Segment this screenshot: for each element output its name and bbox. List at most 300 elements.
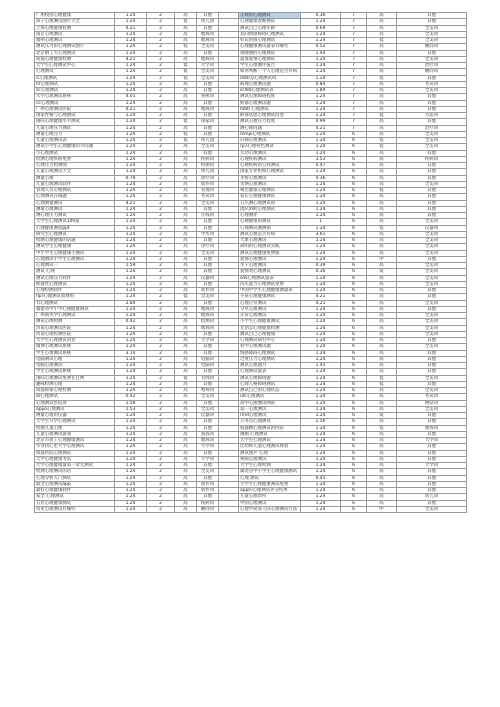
table-cell: 高	[175, 206, 197, 212]
table-cell: 高	[175, 406, 197, 412]
table-cell: 7	[341, 19, 367, 25]
table-cell: 2	[147, 381, 175, 387]
table-cell: 其他	[397, 213, 467, 219]
table-cell: 高	[175, 263, 197, 269]
table-cell: 其他	[397, 444, 467, 450]
table-cell: 高	[367, 481, 397, 487]
table-cell: 国际心理健康水平测试	[35, 119, 115, 125]
table-cell: 高	[367, 369, 397, 375]
table-cell: 大学生心理测试	[239, 438, 301, 444]
table-cell: 低	[175, 138, 197, 144]
table-cell: 低	[175, 44, 197, 50]
table-cell: 1.24	[301, 369, 341, 375]
table-cell: 1.24	[301, 250, 341, 256]
table-cell: 6	[341, 300, 367, 306]
table-cell: 7	[341, 106, 367, 112]
table-cell: 检测心理疾病免费	[35, 156, 115, 162]
table-cell: 2	[147, 406, 175, 412]
table-cell: 1.24	[115, 431, 147, 437]
table-cell: 国家词	[197, 119, 219, 125]
table-cell: 0.69	[301, 25, 341, 31]
table-cell: 其他	[197, 400, 219, 406]
table-cell: 1.24	[301, 150, 341, 156]
table-cell: 高	[175, 88, 197, 94]
table-cell: 1.24	[301, 375, 341, 381]
table-cell: 其他	[197, 263, 219, 269]
table-cell: 心理测试在线题	[35, 194, 115, 200]
table-cell: 测试心理是否有病	[239, 231, 301, 237]
table-cell: 1.24	[301, 256, 341, 262]
table-cell: 软件词	[197, 181, 219, 187]
table-cell: 心理测试量表	[239, 369, 301, 375]
table-cell: 1.24	[301, 194, 341, 200]
table-cell: 1.24	[115, 413, 147, 419]
table-cell: 1.24	[115, 13, 147, 19]
table-cell: 6	[341, 381, 367, 387]
table-cell: 全美词	[397, 231, 467, 237]
table-cell: 高	[175, 256, 197, 262]
table-cell: 6	[341, 425, 367, 431]
table-cell: 6	[341, 188, 367, 194]
table-cell: 1.24	[115, 500, 147, 506]
table-cell: 2	[147, 294, 175, 300]
table-cell: 1.24	[301, 200, 341, 206]
table-cell: 6	[341, 469, 367, 475]
table-cell: 抗压能力心理测试免费	[239, 281, 301, 287]
table-cell: 2	[147, 500, 175, 506]
table-cell: 4.21	[115, 106, 147, 112]
table-cell: 1.24	[115, 388, 147, 394]
table-cell: 1.24	[301, 244, 341, 250]
table-cell: 心理正常测试	[239, 300, 301, 306]
table-cell: 2	[147, 463, 175, 469]
table-cell: 1.24	[115, 213, 147, 219]
table-cell: 6	[341, 369, 367, 375]
table-cell: 全美词	[397, 300, 467, 306]
table-cell: 高	[367, 200, 397, 206]
table-cell: 其他	[397, 256, 467, 262]
table-cell: 高	[367, 319, 397, 325]
table-cell: 2	[147, 156, 175, 162]
table-cell: 其他	[397, 94, 467, 100]
table-cell: 其他	[197, 269, 219, 275]
table-cell: 高	[175, 363, 197, 369]
table-cell: 其他	[397, 369, 467, 375]
table-cell: 高	[367, 263, 397, 269]
table-cell: 1.24	[301, 488, 341, 494]
table-cell: 常见心理测试有哪些	[35, 506, 115, 512]
table-cell: 0.47	[301, 163, 341, 169]
table-cell: 高	[175, 475, 197, 481]
table-cell: 测心理压力测试	[35, 213, 115, 219]
table-cell: 低	[175, 63, 197, 69]
table-cell: 疾病词	[197, 156, 219, 162]
table-cell: 高	[175, 338, 197, 344]
table-cell: 高	[175, 494, 197, 500]
table-cell: 1.24	[115, 419, 147, 425]
table-cell: 1.24	[115, 138, 147, 144]
table-cell: 地域词	[197, 388, 219, 394]
table-cell: 7	[341, 119, 367, 125]
table-cell: 心理健康测验ppt	[35, 225, 115, 231]
table-cell: 全美词	[197, 250, 219, 256]
table-cell: 高	[367, 300, 397, 306]
table-cell: 幼儿词	[397, 494, 467, 500]
table-cell: 2	[147, 413, 175, 419]
table-cell: 高	[367, 56, 397, 62]
table-cell: 测试自己心理年龄	[239, 25, 301, 31]
table-cell: 1.24	[301, 138, 341, 144]
table-cell: 1.24	[115, 75, 147, 81]
table-cell: 6	[341, 375, 367, 381]
table-cell: 心理 测试	[239, 475, 301, 481]
table-cell: 小孩心理健康测试	[239, 294, 301, 300]
table-cell: 6	[341, 413, 367, 419]
table-cell: 高	[367, 388, 397, 394]
table-cell: 高	[367, 100, 397, 106]
table-cell: 诊疗词	[197, 244, 219, 250]
table-cell: 2	[147, 150, 175, 156]
table-cell: 低	[175, 75, 197, 81]
table-cell: 高	[175, 169, 197, 175]
table-cell: 高	[175, 369, 197, 375]
table-cell: 测试心理障碍程度	[239, 94, 301, 100]
table-cell: 情感障碍心理测试	[239, 350, 301, 356]
table-cell: ufc心理测试	[239, 394, 301, 400]
table-cell: 心理疾病的自我测试	[239, 163, 301, 169]
table-cell: 1.24	[301, 275, 341, 281]
table-cell: 高	[175, 400, 197, 406]
table-cell: 1.24	[115, 425, 147, 431]
table-cell: 1.24	[115, 444, 147, 450]
table-cell: 1.24	[115, 69, 147, 75]
table-cell: 1.24	[301, 106, 341, 112]
table-cell: 7	[341, 69, 367, 75]
table-cell: 6	[341, 163, 367, 169]
table-cell: 高	[175, 288, 197, 294]
table-cell: 其他	[197, 344, 219, 350]
table-cell: 7	[341, 50, 367, 56]
table-cell: 高	[175, 381, 197, 387]
table-cell: 1.24	[301, 100, 341, 106]
table-cell: 高	[175, 356, 197, 362]
table-cell: 其他	[197, 13, 219, 19]
table-cell: 2	[147, 225, 175, 231]
table-cell: 其他	[197, 450, 219, 456]
table-cell: 2	[147, 75, 175, 81]
table-cell: 高	[175, 100, 197, 106]
table-cell: 其他	[397, 356, 467, 362]
table-cell: 地域词	[197, 31, 219, 37]
table-cell: 2	[147, 238, 175, 244]
table-cell: 2	[147, 206, 175, 212]
table-cell: 低	[175, 19, 197, 25]
table-cell: 儿童心理测试软件	[35, 181, 115, 187]
table-cell: 1.24	[301, 113, 341, 119]
table-cell: 1.24	[115, 19, 147, 25]
table-cell: 高	[175, 150, 197, 156]
table-cell: 全美词	[397, 250, 467, 256]
table-cell: 地域词	[197, 56, 219, 62]
table-cell: 7	[341, 88, 367, 94]
table-cell: 1.24	[301, 494, 341, 500]
table-cell: 全美词	[397, 313, 467, 319]
table-cell: 6	[341, 344, 367, 350]
table-cell: 地域词	[197, 313, 219, 319]
table-cell: 4.21	[301, 294, 341, 300]
table-cell: 2	[147, 375, 175, 381]
table-cell: 1.24	[301, 356, 341, 362]
table-cell: 测试心理压力软件	[35, 275, 115, 281]
table-cell: 其他	[197, 238, 219, 244]
table-cell: 1.24	[301, 438, 341, 444]
table-cell: 1.24	[301, 169, 341, 175]
table-cell: 3.53	[301, 156, 341, 162]
table-cell: 其他	[197, 25, 219, 31]
table-cell: 检测词	[197, 163, 219, 169]
table-cell: 抑郁性心理测试	[35, 281, 115, 287]
table-cell: 2	[147, 44, 175, 50]
table-cell: 6	[341, 281, 367, 287]
table-cell: 6	[341, 463, 367, 469]
table-cell: 第一心理测试	[239, 406, 301, 412]
table-cell: 6	[341, 494, 367, 500]
table-cell: 2	[147, 69, 175, 75]
table-cell: 心理测试	[35, 69, 115, 75]
table-cell: 心理健康的测试	[239, 219, 301, 225]
table-cell: 广州校园心理健康	[35, 13, 115, 19]
table-cell: 0.42	[115, 394, 147, 400]
table-cell: 6	[341, 313, 367, 319]
table-cell: 低	[175, 131, 197, 137]
table-cell: 地域词	[197, 306, 219, 312]
table-cell: 其他	[197, 50, 219, 56]
table-cell: 河南心理检测医院	[35, 331, 115, 337]
table-cell: 疾病词	[197, 500, 219, 506]
table-cell: 高	[367, 19, 397, 25]
table-cell: 其他	[197, 150, 219, 156]
table-cell: 高	[175, 275, 197, 281]
table-cell: 上海心理健康检测	[35, 25, 115, 31]
table-cell: 高	[367, 206, 397, 212]
table-cell: 1.24	[115, 81, 147, 87]
table-cell: 1.24	[115, 169, 147, 175]
table-cell: 4.21	[301, 300, 341, 306]
table-cell: 2	[147, 369, 175, 375]
table-cell: 双向情感障碍心理测试	[239, 31, 301, 37]
table-cell: 心理测试一	[35, 263, 115, 269]
table-cell: 6	[341, 481, 367, 487]
table-cell: 其他	[397, 488, 467, 494]
table-cell: 全美词	[197, 200, 219, 206]
table-cell: 6	[341, 213, 367, 219]
table-cell: 低	[367, 375, 397, 381]
table-cell: 0.79	[115, 175, 147, 181]
table-cell: 高	[175, 213, 197, 219]
table-cell: 高	[367, 494, 397, 500]
table-cell: 测试自己的心理状态	[239, 388, 301, 394]
table-cell: 中小学生心理健康小测试	[35, 250, 115, 256]
table-cell: 画画 心理测试	[239, 431, 301, 437]
table-cell: 2	[147, 363, 175, 369]
table-cell: 1.53	[115, 406, 147, 412]
table-cell: 1.24	[115, 294, 147, 300]
table-cell: 在线词	[197, 213, 219, 219]
table-cell: 2	[147, 31, 175, 37]
table-cell: 公务员心理测试	[239, 419, 301, 425]
table-cell: 全美词	[197, 144, 219, 150]
table-cell: 电脑测试心理	[35, 356, 115, 362]
table-cell: 1.56	[115, 400, 147, 406]
table-cell: 1.24	[115, 181, 147, 187]
table-cell: 6	[341, 288, 367, 294]
table-cell: 其他	[397, 456, 467, 462]
table-cell: 高	[175, 388, 197, 394]
table-cell: 6	[341, 156, 367, 162]
table-cell: 低	[175, 69, 197, 75]
table-cell: 检测词	[197, 319, 219, 325]
table-cell: 高	[175, 500, 197, 506]
table-cell: 6	[341, 406, 367, 412]
table-cell: 电脑心理测试	[35, 363, 115, 369]
table-cell: 7	[341, 100, 367, 106]
table-cell: 大学生心理检测	[239, 463, 301, 469]
table-cell: 其他	[397, 75, 467, 81]
table-cell: 高	[367, 275, 397, 281]
table-cell: 高	[175, 231, 197, 237]
table-cell: 家长心理健康测试	[239, 194, 301, 200]
table-cell: 1.24	[115, 50, 147, 56]
table-cell: 爱情类心理测试	[239, 269, 301, 275]
table-cell: 儿童心理测试大全	[35, 169, 115, 175]
table-cell: 0.39	[301, 263, 341, 269]
table-cell: 额同词	[197, 506, 219, 512]
table-cell: 大学词	[397, 438, 467, 444]
table-cell: 北京婚工大心理测试	[35, 50, 115, 56]
table-cell: 幼儿园	[197, 19, 219, 25]
table-cell: 趣味检测心理	[35, 381, 115, 387]
table-cell: 高	[175, 419, 197, 425]
table-cell: 1.24	[115, 250, 147, 256]
table-cell: 1.24	[301, 94, 341, 100]
table-cell: 测量心理压力	[35, 131, 115, 137]
table-cell: 分享心理测试	[239, 306, 301, 312]
table-cell: 4.21	[301, 125, 341, 131]
table-cell: 2	[147, 100, 175, 106]
table-cell: sds心理测试量表	[239, 275, 301, 281]
table-cell: 高	[175, 31, 197, 37]
table-cell: 其他	[397, 50, 467, 56]
table-cell: 其他	[197, 219, 219, 225]
table-cell: 2	[147, 175, 175, 181]
table-cell: 高	[367, 156, 397, 162]
table-cell: 高	[367, 356, 397, 362]
table-cell: 高	[175, 244, 197, 250]
table-cell: rmd心理测试	[239, 413, 301, 419]
table-cell: 高	[175, 281, 197, 287]
table-cell: 其他	[197, 494, 219, 500]
table-cell: 高	[367, 288, 397, 294]
table-cell: 2	[147, 450, 175, 456]
table-cell: 1.24	[301, 325, 341, 331]
table-cell: 2	[147, 188, 175, 194]
table-cell: 大学词	[197, 63, 219, 69]
table-cell: 其他	[397, 381, 467, 387]
table-cell: 高	[367, 400, 397, 406]
table-cell: 2	[147, 88, 175, 94]
table-cell: 6	[341, 194, 367, 200]
table-cell: 6	[341, 225, 367, 231]
table-cell: 1.24	[115, 488, 147, 494]
table-cell: 6	[341, 294, 367, 300]
table-cell: 1.24	[301, 131, 341, 137]
table-cell: 高	[175, 300, 197, 306]
table-cell: 五位心理健康测试	[35, 500, 115, 506]
table-cell: 2	[147, 419, 175, 425]
table-cell: 心理测试小学生心理测试	[35, 256, 115, 262]
table-cell: 其他	[197, 419, 219, 425]
table-cell: 低	[367, 381, 397, 387]
table-cell: 仪器词	[197, 275, 219, 281]
table-cell: 国际心理测试免费在官网	[35, 375, 115, 381]
table-cell: 其他	[197, 331, 219, 337]
table-cell: 1.24	[301, 56, 341, 62]
table-cell: 6	[341, 456, 367, 462]
table-cell: 7	[341, 31, 367, 37]
table-cell: 全美词	[397, 344, 467, 350]
table-cell: 疾病词	[397, 156, 467, 162]
table-cell: 高	[175, 313, 197, 319]
table-cell: 3.61	[301, 231, 341, 237]
table-cell: 其他	[397, 188, 467, 194]
table-cell: 6	[341, 219, 367, 225]
table-cell: 2	[147, 306, 175, 312]
table-cell: cc心理测试	[35, 100, 115, 106]
table-cell: 广州商务学心理测试	[35, 313, 115, 319]
table-cell: 1.24	[115, 150, 147, 156]
table-cell: 2	[147, 194, 175, 200]
table-cell: 全美词	[197, 394, 219, 400]
table-cell: 济南心理测试医院	[35, 325, 115, 331]
table-cell: 2	[147, 263, 175, 269]
table-cell: 全美词	[397, 88, 467, 94]
table-cell: 其他	[397, 19, 467, 25]
table-cell: 1.24	[301, 431, 341, 437]
table-cell: 高	[367, 450, 397, 456]
table-cell: 大学词	[197, 338, 219, 344]
table-cell: 抑郁心理测试题	[239, 100, 301, 106]
table-cell: 高	[367, 406, 397, 412]
table-cell: 高	[367, 13, 397, 19]
table-cell: 2	[147, 444, 175, 450]
table-cell: 湖北省中小学生心理健康测试	[239, 469, 301, 475]
table-cell: 2	[147, 319, 175, 325]
table-cell: 高	[175, 319, 197, 325]
table-cell: 2	[147, 219, 175, 225]
table-cell: 五爪测心理测试吗	[239, 200, 301, 206]
table-cell: 2	[147, 113, 175, 119]
table-cell: 1.24	[115, 275, 147, 281]
table-cell: 2	[147, 106, 175, 112]
table-cell	[219, 506, 239, 512]
table-cell: 其他	[197, 425, 219, 431]
table-cell: 高	[175, 413, 197, 419]
table-cell: 高	[367, 475, 397, 481]
table-cell: 1	[301, 219, 341, 225]
table-cell: 6	[341, 400, 367, 406]
table-cell: 高	[175, 350, 197, 356]
table-cell: 2	[147, 13, 175, 19]
